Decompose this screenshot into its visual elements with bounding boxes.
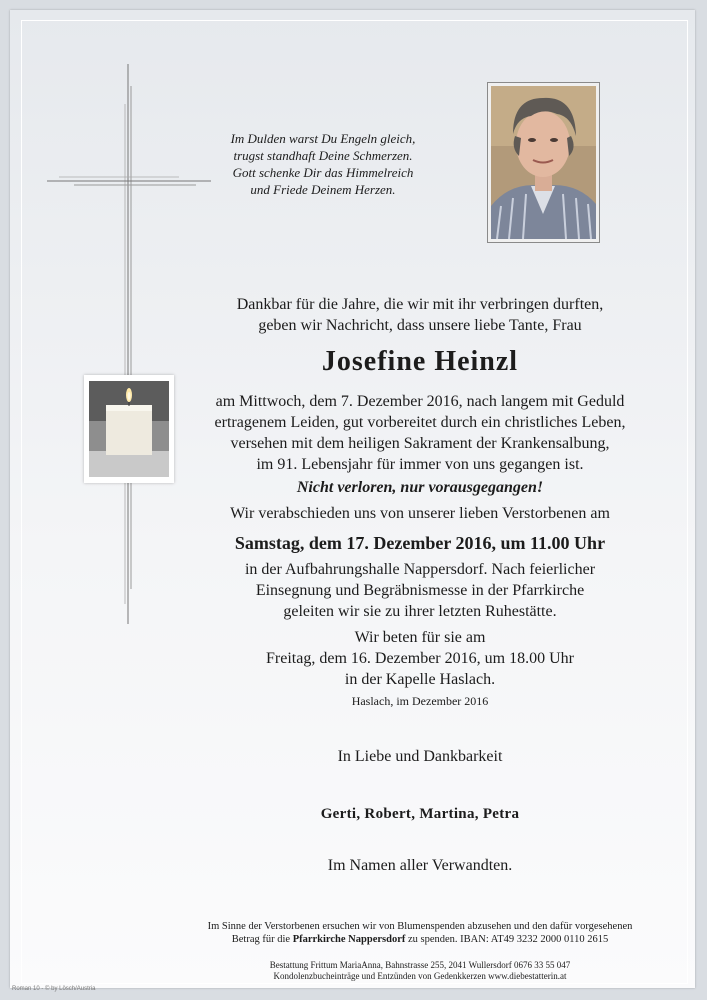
candle-image bbox=[84, 375, 174, 483]
farewell-text: Wir verabschieden uns von unserer lieben Verstorbenen am bbox=[230, 505, 610, 522]
donation-recipient: Pfarrkirche Nappersdorf bbox=[292, 934, 406, 945]
funeral-line: geleiten wir sie zu ihrer letzten Ruhestätte. bbox=[283, 603, 557, 620]
prayer-line: in der Kapelle Haslach. bbox=[344, 671, 496, 688]
donation-line bbox=[140, 933, 700, 946]
intro-line: geben wir Nachricht, dass unsere liebe Tante, Frau bbox=[258, 317, 582, 334]
announcement-intro bbox=[180, 294, 660, 336]
copyright-note: Roman 10 - © by Lösch/Austria bbox=[12, 986, 96, 992]
portrait-photo bbox=[487, 82, 600, 243]
undertaker-info bbox=[140, 960, 700, 982]
relatives-line: Im Namen aller Verwandten. bbox=[327, 857, 513, 874]
undertaker-line: Bestattung Frittum MariaAnna, Bahnstrasse 255, 2041 Wullersdorf 0676 33 55 047 bbox=[269, 960, 571, 970]
deceased-name: Josefine Heinzl bbox=[321, 346, 519, 377]
poem-line: und Friede Deinem Herzen. bbox=[250, 182, 396, 197]
undertaker-line: Kondolenzbucheinträge und Entzünden von Gedenkkerzen www.diebestatterin.at bbox=[273, 971, 567, 981]
death-line: ertragenem Leiden, gut vorbereitet durch ein christliches Leben, bbox=[214, 414, 626, 431]
prayer-line: Wir beten für sie am bbox=[354, 629, 486, 646]
poem-line: Im Dulden warst Du Engeln gleich, bbox=[230, 131, 416, 146]
motto: Nicht verloren, nur vorausgegangen! bbox=[296, 479, 544, 496]
memorial-poem bbox=[218, 130, 428, 198]
donation-iban: zu spenden. IBAN: AT49 3232 2000 0110 2615 bbox=[405, 934, 609, 945]
funeral-line: Einsegnung und Begräbnismesse in der Pfarrkirche bbox=[255, 582, 585, 599]
donation-text: Betrag für die bbox=[231, 934, 293, 945]
death-line: versehen mit dem heiligen Sakrament der Krankensalbung, bbox=[230, 435, 610, 452]
donation-line: Im Sinne der Verstorbenen ersuchen wir von Blumenspenden abzusehen und den dafür vorgesehenen bbox=[207, 921, 633, 932]
funeral-line: in der Aufbahrungshalle Nappersdorf. Nach feierlicher bbox=[244, 561, 596, 578]
prayer-details bbox=[180, 627, 660, 690]
death-line: am Mittwoch, dem 7. Dezember 2016, nach langem mit Geduld bbox=[215, 393, 625, 410]
place-date: Haslach, im Dezember 2016 bbox=[351, 694, 489, 708]
love-line: In Liebe und Dankbarkeit bbox=[337, 748, 503, 765]
family-names: Gerti, Robert, Martina, Petra bbox=[320, 806, 520, 822]
death-line: im 91. Lebensjahr für immer von uns gegangen ist. bbox=[256, 456, 584, 473]
death-announcement bbox=[180, 391, 660, 475]
poem-line: Gott schenke Dir das Himmelreich bbox=[232, 165, 414, 180]
donation-note bbox=[140, 920, 700, 946]
funeral-details bbox=[180, 559, 660, 622]
intro-line: Dankbar für die Jahre, die wir mit ihr verbringen durften, bbox=[236, 296, 604, 313]
poem-line: trugst standhaft Deine Schmerzen. bbox=[233, 148, 413, 163]
funeral-date: Samstag, dem 17. Dezember 2016, um 11.00 Uhr bbox=[234, 533, 606, 553]
prayer-line: Freitag, dem 16. Dezember 2016, um 18.00 Uhr bbox=[266, 650, 574, 667]
